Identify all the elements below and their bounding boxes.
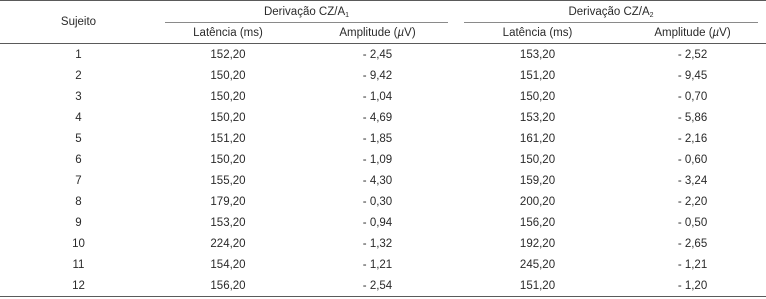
table-row [0,107,766,128]
latency-a1-cell: 150,20 [210,111,246,124]
latency-a2-cell: 150,20 [519,90,556,103]
latency-a1-cell: 154,20 [210,258,246,271]
amplitude-a2-cell: - 1,21 [677,258,708,271]
group1-rule [165,22,448,23]
group1-label: Derivação CZ/A [263,5,346,18]
latency-a1-cell: 150,20 [210,153,246,166]
subject-cell: 11 [72,258,85,271]
subject-column-header: Sujeito [0,1,157,44]
group-header-cz-a1 [157,1,456,24]
latency-a2-cell: 245,20 [519,258,556,271]
table-row [0,86,766,107]
amplitude-a2-cell: - 2,65 [677,237,708,250]
latency-a2-cell: 156,20 [519,216,556,229]
amplitude-a2-cell: - 1,20 [619,275,766,297]
table-row [0,191,766,212]
table-row [0,128,766,149]
latency-a2-cell: 151,20 [519,69,556,82]
amplitude-a2-cell: - 5,86 [677,111,708,124]
group2-label: Derivação CZ/A [568,5,650,18]
amplitude-a2-cell: - 9,45 [677,69,708,82]
latency-a1-cell: 150,20 [210,69,246,82]
subject-cell: 6 [75,153,82,166]
table-row [0,149,766,170]
subject-cell: 4 [75,111,82,124]
subject-cell: 2 [75,69,82,82]
latency-a1-cell: 179,20 [210,195,246,208]
subject-cell: 12 [0,275,157,297]
micro-symbol: µ [712,27,720,39]
latency-a1-cell: 150,20 [210,90,246,103]
amplitude-prefix: Amplitude ( [339,27,398,39]
table-row [0,170,766,191]
latency-a2-cell: 159,20 [519,174,556,187]
latency-a1-cell: 153,20 [210,216,246,229]
amplitude-a1-cell: - 1,21 [362,258,393,271]
amplitude-a1-cell: - 1,09 [362,153,393,166]
latency-a1-cell: 152,20 [210,48,246,61]
group1-subscript: 1 [345,11,350,19]
table-header [0,1,766,44]
amplitude-a1-cell: - 0,94 [362,216,393,229]
amplitude-a2-cell: - 3,24 [677,174,708,187]
latency-a2-cell: 150,20 [519,153,556,166]
subject-cell: 10 [72,237,85,250]
amplitude-a1-cell: - 1,04 [362,90,393,103]
amplitude-a1-cell: - 1,85 [362,132,393,145]
subject-cell: 5 [75,132,82,145]
amplitude-a1-cell: - 4,30 [362,174,393,187]
latency-header-a2: Latência (ms) [456,23,619,44]
latency-a2-cell: 161,20 [519,132,556,145]
latency-a2-cell: 192,20 [519,237,556,250]
amplitude-prefix: Amplitude ( [654,27,713,39]
amplitude-suffix: V) [719,27,731,39]
latency-a1-cell: 155,20 [210,174,246,187]
table-row [0,212,766,233]
subject-cell: 1 [75,48,82,61]
group2-rule [464,22,758,23]
latency-a2-cell: 151,20 [456,275,619,297]
subject-cell: 3 [75,90,82,103]
table-row [0,44,766,66]
amplitude-a2-cell: - 0,60 [677,153,708,166]
amplitude-a1-cell: - 2,45 [362,48,393,61]
latency-a1-cell: 151,20 [210,132,246,145]
table-row [0,275,766,297]
amplitude-a2-cell: - 0,70 [677,90,708,103]
latency-a2-cell: 153,20 [519,111,556,124]
group-header-cz-a2 [456,1,766,24]
amplitude-header-a2 [619,23,766,44]
amplitude-header-a1 [299,23,456,44]
amplitude-a2-cell: - 2,20 [677,195,708,208]
amplitude-a2-cell: - 2,52 [677,48,708,61]
amplitude-a2-cell: - 2,16 [677,132,708,145]
table-row [0,233,766,254]
group2-subscript: 2 [649,11,654,19]
latency-header-a1: Latência (ms) [157,23,299,44]
subject-cell: 7 [75,174,82,187]
table-body [0,44,766,297]
latency-a1-cell: 156,20 [157,275,299,297]
amplitude-a1-cell: - 1,32 [362,237,393,250]
latency-a2-cell: 153,20 [519,48,556,61]
amplitude-a1-cell: - 0,30 [362,195,393,208]
table-row [0,254,766,275]
table-row [0,65,766,86]
subject-cell: 9 [75,216,82,229]
amplitude-a2-cell: - 0,50 [677,216,708,229]
amplitude-a1-cell: - 9,42 [362,69,393,82]
micro-symbol: µ [397,27,405,39]
latency-a2-cell: 200,20 [519,195,556,208]
subject-cell: 8 [75,195,82,208]
amplitude-a1-cell: - 2,54 [299,275,456,297]
amplitude-suffix: V) [404,27,416,39]
amplitude-a1-cell: - 4,69 [362,111,393,124]
latency-a1-cell: 224,20 [210,237,246,250]
